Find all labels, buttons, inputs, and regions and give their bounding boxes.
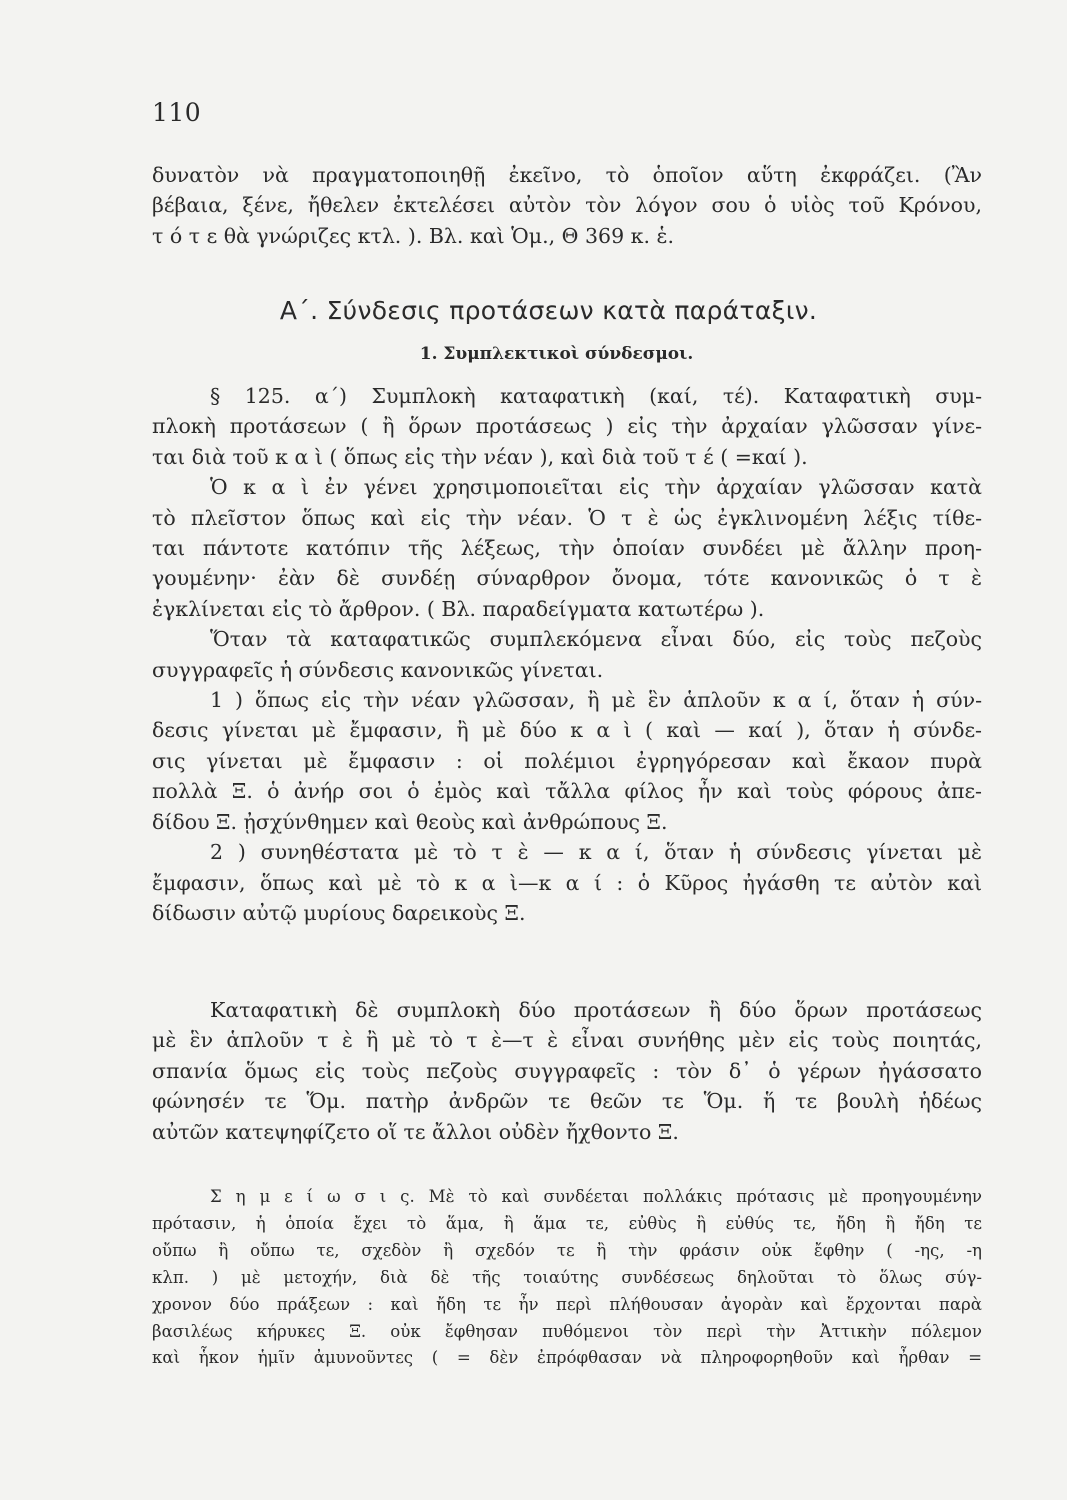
- text-line: δεσις γίνεται μὲ ἔμφασιν, ἢ μὲ δύο κ α ὶ ( καὶ — καί ), ὅταν ἡ σύνδε-: [152, 718, 982, 743]
- text-line: δίδωσιν αὐτῷ μυρίους δαρεικοὺς Ξ.: [152, 900, 526, 925]
- text-line: δυνατὸν νὰ πραγματοποιηθῇ ἐκεῖνο, τὸ ὁποῖον αὕτη ἐκφράζει. (Ἂν: [152, 163, 982, 187]
- text-line: Ὁ κ α ὶ ἐν γένει χρησιμοποιεῖται εἰς τὴν ἀρχαίαν γλῶσσαν κατὰ: [210, 475, 982, 500]
- text-line: 1 ) ὅπως εἰς τὴν νέαν γλῶσσαν, ἢ μὲ ἓν ἁπλοῦν κ α ί, ὅταν ἡ σύν-: [210, 688, 982, 713]
- text-line: μὲ ἓν ἁπλοῦν τ ὲ ἢ μὲ τὸ τ ὲ—τ ὲ εἶναι συνήθης μὲν εἰς τοὺς ποιητάς,: [152, 1028, 982, 1053]
- text-line: σπανία ὅμως εἰς τοὺς πεζοὺς συγγραφεῖς : τὸν δ᾿ ὁ γέρων ἠγάσσατο: [152, 1058, 982, 1083]
- text-line: αὐτῶν κατεψηφίζετο οἵ τε ἄλλοι οὐδὲν ἤχθοντο Ξ.: [152, 1119, 679, 1144]
- text-line: πρότασιν, ἡ ὁποία ἔχει τὸ ἅμα, ἢ ἅμα τε, εὐθὺς ἢ εὐθύς τε, ἤδη ἢ ἤδη τε: [152, 1213, 982, 1233]
- text-line: οὔπω ἢ οὔπω τε, σχεδὸν ἢ σχεδόν τε ἢ τὴν φράσιν οὐκ ἔφθην ( -ης, -η: [152, 1240, 982, 1260]
- text-line: Καταφατικὴ δὲ συμπλοκὴ δύο προτάσεων ἢ δύο ὅρων προτάσεως: [210, 998, 982, 1022]
- text-line: πολλὰ Ξ. ὁ ἀνήρ σοι ὁ ἐμὸς καὶ τἄλλα φίλος ἦν καὶ τοὺς φόρους ἀπε-: [152, 779, 982, 804]
- text-line: κλπ. ) μὲ μετοχήν, διὰ δὲ τῆς τοιαύτης συνδέσεως δηλοῦται τὸ ὅλως σύγ-: [152, 1267, 982, 1287]
- text-line: ται πάντοτε κατόπιν τῆς λέξεως, τὴν ὁποίαν συνδέει μὲ ἄλλην προη-: [152, 536, 982, 561]
- text-line: τὸ πλεῖστον ὅπως καὶ εἰς τὴν νέαν. Ὁ τ ὲ ὡς ἐγκλινομένη λέξις τίθε-: [152, 505, 982, 530]
- text-line: καὶ ἧκον ἡμῖν ἀμυνοῦντες ( = δὲν ἐπρόφθασαν νὰ πληροφορηθοῦν καὶ ἦρθαν =: [152, 1348, 982, 1368]
- text-line: ἔμφασιν, ὅπως καὶ μὲ τὸ κ α ὶ—κ α ί : ὁ Κῦρος ἠγάσθη τε αὐτὸν καὶ: [152, 870, 982, 895]
- text-line: Σ η μ ε ί ω σ ι ς. Μὲ τὸ καὶ συνδέεται πολλάκις πρότασις μὲ προηγουμένην: [210, 1187, 982, 1206]
- text-line: ἐγκλίνεται εἰς τὸ ἄρθρον. ( Βλ. παραδείγματα κατωτέρω ).: [152, 596, 765, 621]
- text-line: βασιλέως κήρυκες Ξ. οὐκ ἔφθησαν πυθόμενοι τὸν περὶ τὴν Ἀττικὴν πόλεμον: [152, 1321, 982, 1341]
- note-paragraph: [152, 1184, 982, 1372]
- text-line: τ ό τ ε θὰ γνώριζες κτλ. ). Βλ. καὶ Ὁμ., Θ 369 κ. ἑ.: [152, 223, 674, 248]
- text-line: 2 ) συνηθέστατα μὲ τὸ τ ὲ — κ α ί, ὅταν ἡ σύνδεσις γίνεται μὲ: [210, 840, 982, 865]
- text-line: βέβαια, ξένε, ἤθελεν ἐκτελέσει αὐτὸν τὸν λόγον σου ὁ υἱὸς τοῦ Κρόνου,: [152, 193, 982, 218]
- intro-paragraph: [152, 160, 982, 251]
- text-line: συγγραφεῖς ἡ σύνδεσις κανονικῶς γίνεται.: [152, 657, 604, 682]
- text-line: § 125. α΄) Συμπλοκὴ καταφατικὴ (καί, τέ). Καταφατικὴ συμ-: [210, 384, 982, 408]
- text-line: δίδου Ξ. ᾐσχύνθημεν καὶ θεοὺς καὶ ἀνθρώπους Ξ.: [152, 809, 668, 834]
- section-125-body: [152, 381, 982, 928]
- text-line: γουμένην· ἐὰν δὲ συνδέῃ σύναρθρον ὄνομα, τότε κανονικῶς ὁ τ ὲ: [152, 566, 982, 591]
- text-line: φώνησέν τε Ὅμ. πατὴρ ἀνδρῶν τε θεῶν τε Ὅμ. ἥ τε βουλὴ ἡδέως: [152, 1089, 982, 1114]
- section-heading: Α΄. Σύνδεσις προτάσεων κατὰ παράταξιν.: [279, 296, 818, 325]
- text-line: σις γίνεται μὲ ἔμφασιν : οἱ πολέμιοι ἐγρηγόρεσαν καὶ ἔκαον πυρὰ: [152, 748, 982, 773]
- subheading: 1. Συμπλεκτικοὶ σύνδεσμοι.: [419, 344, 694, 364]
- text-line: πλοκὴ προτάσεων ( ἢ ὅρων προτάσεως ) εἰς τὴν ἀρχαίαν γλῶσσαν γίνε-: [152, 414, 982, 439]
- affirmative-paragraph: [152, 995, 982, 1147]
- text-line: Ὅταν τὰ καταφατικῶς συμπλεκόμενα εἶναι δύο, εἰς τοὺς πεζοὺς: [210, 627, 982, 652]
- text-line: χρονον δύο πράξεων : καὶ ἤδη τε ἦν περὶ πλήθουσαν ἀγορὰν καὶ ἔρχονται παρὰ: [152, 1294, 982, 1314]
- text-line: ται διὰ τοῦ κ α ὶ ( ὅπως εἰς τὴν νέαν ), καὶ διὰ τοῦ τ έ ( =καί ).: [152, 444, 808, 469]
- page-number: 110: [152, 98, 202, 127]
